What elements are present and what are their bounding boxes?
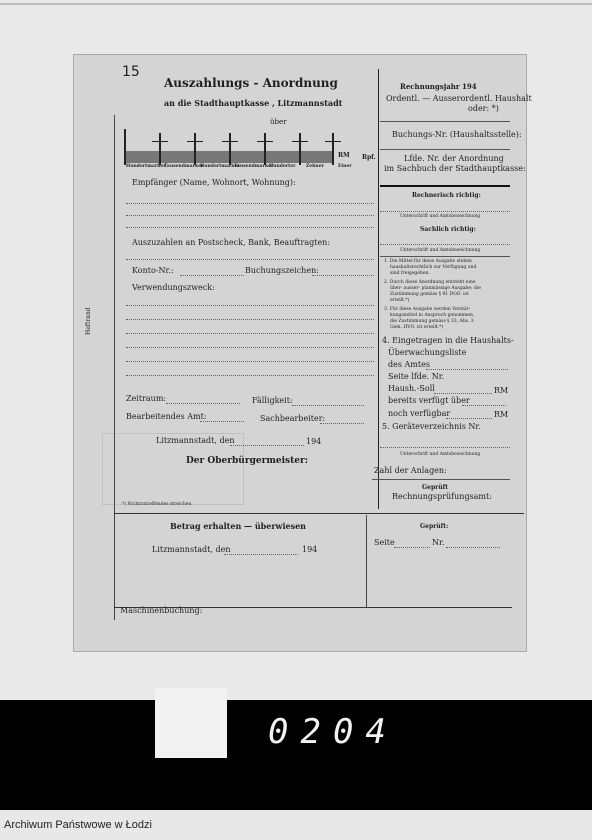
ueber-label: über [270, 118, 287, 126]
unterschrift-label-1: Unterschrift und Amtsbezeichnung [400, 214, 481, 219]
lfde-label-1: Lfde. Nr. der Anordnung [404, 154, 504, 163]
column-divider-lower [366, 515, 367, 607]
item2-line1: 2. Durch diese Anordnung entsteht eine [384, 280, 476, 285]
item5-label: 5. Geräteverzeichnis Nr. [382, 422, 481, 431]
rm-label: RM [338, 152, 350, 159]
film-edge [0, 3, 592, 5]
bereits-label: bereits verfügt über [388, 396, 470, 405]
geprueft-2: Geprüft: [420, 523, 449, 530]
document-form [73, 54, 532, 652]
oder-label: oder: *) [468, 104, 499, 113]
seite-lfde-label: Seite lfde. Nr. [388, 372, 445, 381]
verwendungszweck-label: Verwendungszweck: [132, 283, 215, 292]
bar-label-4: Tausendmarker [234, 164, 274, 169]
archive-footer [0, 810, 592, 840]
unterschrift-label-3: Unterschrift und Amtsbezeichnung [400, 452, 481, 457]
item2-line3: Zustimmung gemäss § 91 DGO. ist [390, 292, 469, 297]
item3-line1: 3. Für diese Ausgabe werden Verstär- [384, 307, 471, 312]
konto-label: Konto-Nr.: [132, 266, 174, 275]
maschinenbuchung-label: Maschinenbuchung: [120, 606, 203, 615]
item3-line4: Gem. HVO. ist erteilt.*) [390, 325, 444, 330]
nr-label: Nr. [432, 538, 445, 547]
rechnerisch-label: Rechnerisch richtig: [412, 192, 481, 199]
zeitraum-label: Zeitraum: [126, 394, 167, 403]
amt-label: Bearbeitendes Amt: [126, 412, 207, 421]
item2-line4: erteilt.*) [390, 298, 410, 303]
margin-line [114, 115, 115, 620]
bar-label-2: Tausendmarker [164, 164, 204, 169]
bar-label-7: Einer [338, 164, 352, 169]
auszuzahlen-label: Auszuzahlen an Postscheck, Bank, Beauftragten: [132, 238, 331, 247]
zahl-label: Zahl der Anlagen: [374, 466, 447, 475]
empfaenger-label: Empfänger (Name, Wohnort, Wohnung): [132, 178, 296, 187]
jahr2-label: 194 [302, 545, 318, 554]
item4-line1: 4. Eingetragen in die Haushalts- [382, 336, 514, 345]
rm-1: RM [494, 386, 509, 395]
lower-divider [114, 513, 524, 514]
noch-label: noch verfügbar [388, 409, 451, 418]
bar-label-1: Hundertmarker [126, 164, 166, 169]
ort-datum-label: Litzmannstadt, den [156, 436, 235, 445]
rm-2: RM [494, 410, 509, 419]
bar-label-6: Zehner [306, 164, 324, 169]
item4-line2: Überwachungsliste [388, 348, 467, 357]
faelligkeit-label: Fälligkeit: [252, 396, 293, 405]
column-divider [378, 69, 379, 509]
buchungszeichen-label: Buchungszeichen: [245, 266, 319, 275]
des-amtes-label: des Amtes [388, 360, 430, 369]
sachlich-label: Sachlich richtig: [420, 226, 476, 233]
item3-line3: die Zustimmung gemäss § 33, Abs. 3 [390, 319, 474, 324]
form-title: Auszahlungs - Anordnung [164, 76, 338, 90]
haush-soll-label: Haush.-Soll [388, 384, 435, 393]
archive-name: Archiwum Państwowe w Łodzi [4, 819, 152, 831]
ort-datum2-label: Litzmannstadt, den [152, 545, 231, 554]
rpf-label: Rpf. [362, 154, 376, 161]
lfde-label-2: im Sachbuch der Stadthauptkasse: [384, 164, 526, 173]
film-hole [155, 688, 227, 758]
unterschrift-label-2: Unterschrift und Amtsbezeichnung [400, 248, 481, 253]
heftrand-label: Heftrand [85, 307, 92, 335]
item1-line1: 1. Die Mittel für diese Ausgabe stehen [384, 259, 472, 264]
item2-line2: über- ausser- planmässige Ausgabe; die [390, 286, 481, 291]
item1-line3: sind freigegeben. [390, 271, 430, 276]
betrag-label: Betrag erhalten — überwiesen [170, 521, 306, 531]
rechnungsjahr: Rechnungsjahr 194 [400, 82, 477, 91]
ordentl-label: Ordentl. — Ausserordentl. Haushalt [386, 94, 532, 103]
item3-line2: kungsmittel in Anspruch genommen, [390, 313, 475, 318]
geprueft-1: Geprüft [422, 484, 449, 491]
buchungs-nr-label: Buchungs-Nr. (Haushaltsstelle): [392, 130, 522, 139]
seite-label: Seite [374, 538, 395, 547]
oberbuergermeister-label: Der Oberbürgermeister: [186, 456, 309, 466]
form-subtitle: an die Stadthauptkasse , Litzmannstadt [164, 98, 343, 108]
jahr-label: 194 [306, 437, 322, 446]
sachbearbeiter-label: Sachbearbeiter: [260, 414, 326, 423]
hand-mark: 15 [122, 64, 140, 80]
item1-line2: haushaltsrechtlich zur Verfügung und [390, 265, 477, 270]
bar-label-3: Hundertmarker [200, 164, 240, 169]
rechnungspruefungsamt-label: Rechnungsprüfungsamt: [392, 492, 492, 501]
footnote: *) Nichtzutreffendes streichen [122, 502, 192, 507]
bar-label-5: Hunderter [269, 164, 296, 169]
frame-counter: 0204 [268, 712, 398, 752]
